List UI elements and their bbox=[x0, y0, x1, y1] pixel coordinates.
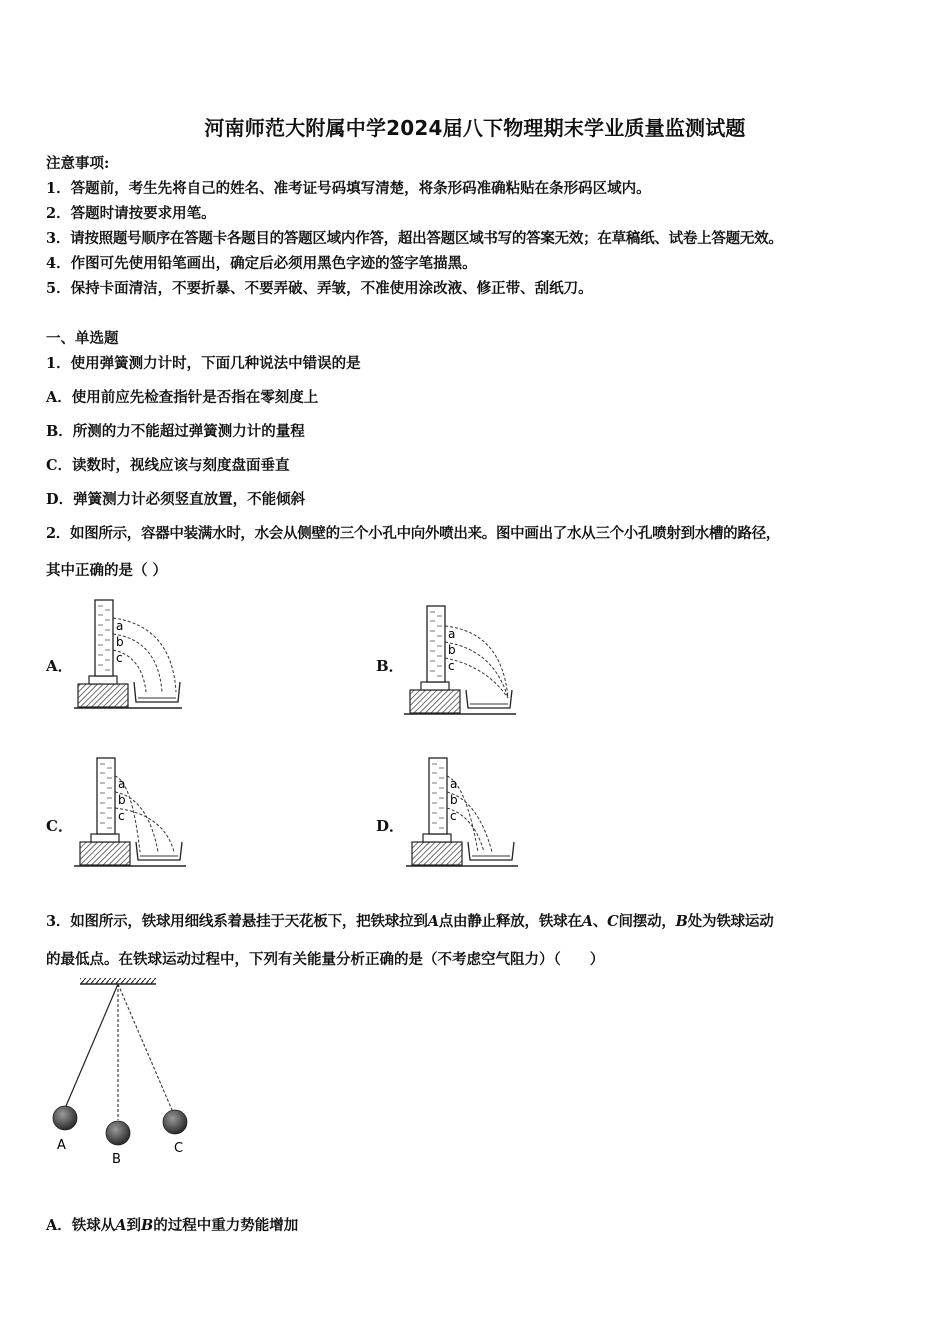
q2-option-c-label[interactable]: C． bbox=[46, 817, 73, 835]
ball-c bbox=[163, 1110, 187, 1134]
water-container bbox=[429, 758, 447, 834]
hole-label-c: c bbox=[450, 809, 457, 823]
q2-option-b-label[interactable]: B． bbox=[376, 657, 404, 675]
ball-a bbox=[53, 1106, 77, 1130]
container-base bbox=[89, 676, 117, 684]
q1-option-d[interactable]: D．弹簧测力计必须竖直放置，不能倾斜 bbox=[46, 491, 306, 508]
notice-item-3: 3．请按照题号顺序在答题卡各题目的答题区域内作答，超出答题区域书写的答案无效；在草稿纸、试卷上答题无效。 bbox=[46, 230, 783, 247]
q1-stem: 1．使用弹簧测力计时，下面几种说法中错误的是 bbox=[46, 355, 361, 372]
notice-item-5: 5．保持卡面清洁，不要折暴、不要弄破、弄皱，不准使用涂改液、修正带、刮纸刀。 bbox=[46, 280, 593, 297]
ceiling bbox=[80, 978, 156, 984]
ball-label-a: A bbox=[57, 1138, 66, 1153]
q2-figure-d bbox=[404, 754, 520, 872]
q3-option-a[interactable]: A．铁球从A到B的过程中重力势能增加 bbox=[46, 1217, 299, 1234]
q3-pendulum-figure bbox=[44, 974, 204, 1174]
q2-figure-b bbox=[402, 600, 518, 718]
q1-option-a[interactable]: A．使用前应先检查指针是否指在零刻度上 bbox=[46, 389, 319, 406]
hole-label-b: b bbox=[450, 793, 458, 807]
water-trough bbox=[134, 682, 180, 702]
q2-figure-a bbox=[72, 596, 184, 714]
q2-stem-line1: 2．如图所示，容器中装满水时，水会从侧壁的三个小孔中向外喷出来。图中画出了水从三个小孔喷射到水槽的路径， bbox=[46, 525, 780, 542]
q1-option-c[interactable]: C．读数时，视线应该与刻度盘面垂直 bbox=[46, 457, 290, 474]
ball-label-b: B bbox=[112, 1152, 121, 1167]
q2-stem-line2: 其中正确的是（ ） bbox=[46, 562, 168, 579]
page-title: 河南师范大附属中学2024届八下物理期末学业质量监测试题 bbox=[204, 116, 746, 140]
container-base bbox=[423, 834, 451, 842]
water-container bbox=[97, 758, 115, 834]
section-heading: 一、单选题 bbox=[46, 330, 119, 347]
notice-item-2: 2．答题时请按要求用笔。 bbox=[46, 205, 216, 222]
q3-stem-line1: 3．如图所示，铁球用细线系着悬挂于天花板下，把铁球拉到A点由静止释放，铁球在A、C间摆动，B处为铁球运动 bbox=[46, 913, 774, 930]
pedestal bbox=[410, 690, 460, 713]
q2-option-a-label[interactable]: A． bbox=[46, 657, 73, 675]
ball-b bbox=[106, 1121, 130, 1145]
pedestal bbox=[80, 842, 130, 865]
water-container bbox=[427, 606, 445, 682]
pedestal bbox=[412, 842, 462, 865]
notice-item-4: 4．作图可先使用铅笔画出，确定后必须用黑色字迹的签字笔描黑。 bbox=[46, 255, 477, 272]
hole-label-b: b bbox=[448, 643, 456, 657]
notice-item-1: 1．答题前，考生先将自己的姓名、准考证号码填写清楚，将条形码准确粘贴在条形码区域内。 bbox=[46, 180, 651, 197]
hole-label-c: c bbox=[116, 651, 123, 665]
water-trough bbox=[136, 842, 182, 860]
hole-label-a: a bbox=[448, 627, 456, 641]
string-c bbox=[118, 984, 172, 1110]
container-base bbox=[421, 682, 449, 690]
water-container bbox=[95, 600, 113, 676]
water-trough bbox=[466, 690, 512, 708]
hole-label-c: c bbox=[448, 659, 455, 673]
hole-label-a: a bbox=[116, 619, 124, 633]
q1-option-b[interactable]: B．所测的力不能超过弹簧测力计的量程 bbox=[46, 423, 305, 440]
container-base bbox=[91, 834, 119, 842]
water-trough bbox=[468, 842, 514, 860]
q2-option-d-label[interactable]: D． bbox=[376, 817, 405, 835]
ball-label-c: C bbox=[174, 1141, 184, 1156]
hole-label-a: a bbox=[118, 777, 126, 791]
hole-label-b: b bbox=[116, 635, 124, 649]
notice-heading: 注意事项: bbox=[46, 155, 110, 172]
string-a bbox=[66, 984, 118, 1106]
hole-label-b: b bbox=[118, 793, 126, 807]
hole-label-c: c bbox=[118, 809, 125, 823]
q3-stem-line2: 的最低点。在铁球运动过程中，下列有关能量分析正确的是（不考虑空气阻力）（ ） bbox=[46, 951, 605, 968]
q2-figure-c bbox=[72, 754, 188, 872]
hole-label-a: a bbox=[450, 777, 458, 791]
pedestal bbox=[78, 684, 128, 707]
